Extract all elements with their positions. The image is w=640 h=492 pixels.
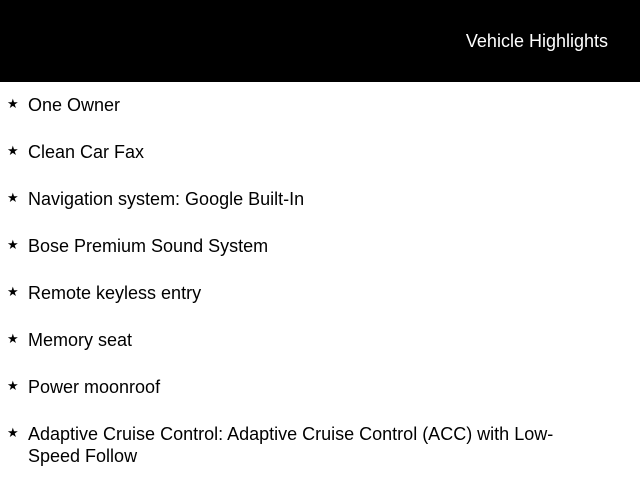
- highlight-label: Power moonroof: [28, 377, 161, 397]
- highlight-label: Remote keyless entry: [28, 283, 202, 303]
- list-item: [0, 376, 640, 398]
- page-title: Vehicle Highlights: [465, 31, 608, 51]
- star-icon: ★: [7, 425, 19, 440]
- star-icon: ★: [7, 331, 19, 346]
- list-item: [0, 282, 640, 304]
- list-item: [0, 329, 640, 351]
- star-icon: ★: [7, 190, 19, 205]
- star-icon: ★: [7, 143, 19, 158]
- highlight-label: Navigation system: Google Built-In: [28, 189, 305, 209]
- star-icon: ★: [7, 284, 19, 299]
- header-bar: [0, 0, 640, 82]
- highlights-list: [0, 94, 640, 492]
- list-item: [0, 141, 640, 163]
- highlight-label: Memory seat: [28, 330, 133, 350]
- list-item: [0, 235, 640, 257]
- list-item: [0, 423, 640, 467]
- highlight-label: Adaptive Cruise Control: Adaptive Cruise Control (ACC) with Low-Speed Follow: [28, 424, 554, 466]
- star-icon: ★: [7, 237, 19, 252]
- highlight-label: Clean Car Fax: [28, 142, 145, 162]
- highlight-label: One Owner: [28, 95, 121, 115]
- list-item: [0, 188, 640, 210]
- highlight-label: Bose Premium Sound System: [28, 236, 269, 256]
- star-icon: ★: [7, 96, 19, 111]
- list-item: [0, 94, 640, 116]
- star-icon: ★: [7, 378, 19, 393]
